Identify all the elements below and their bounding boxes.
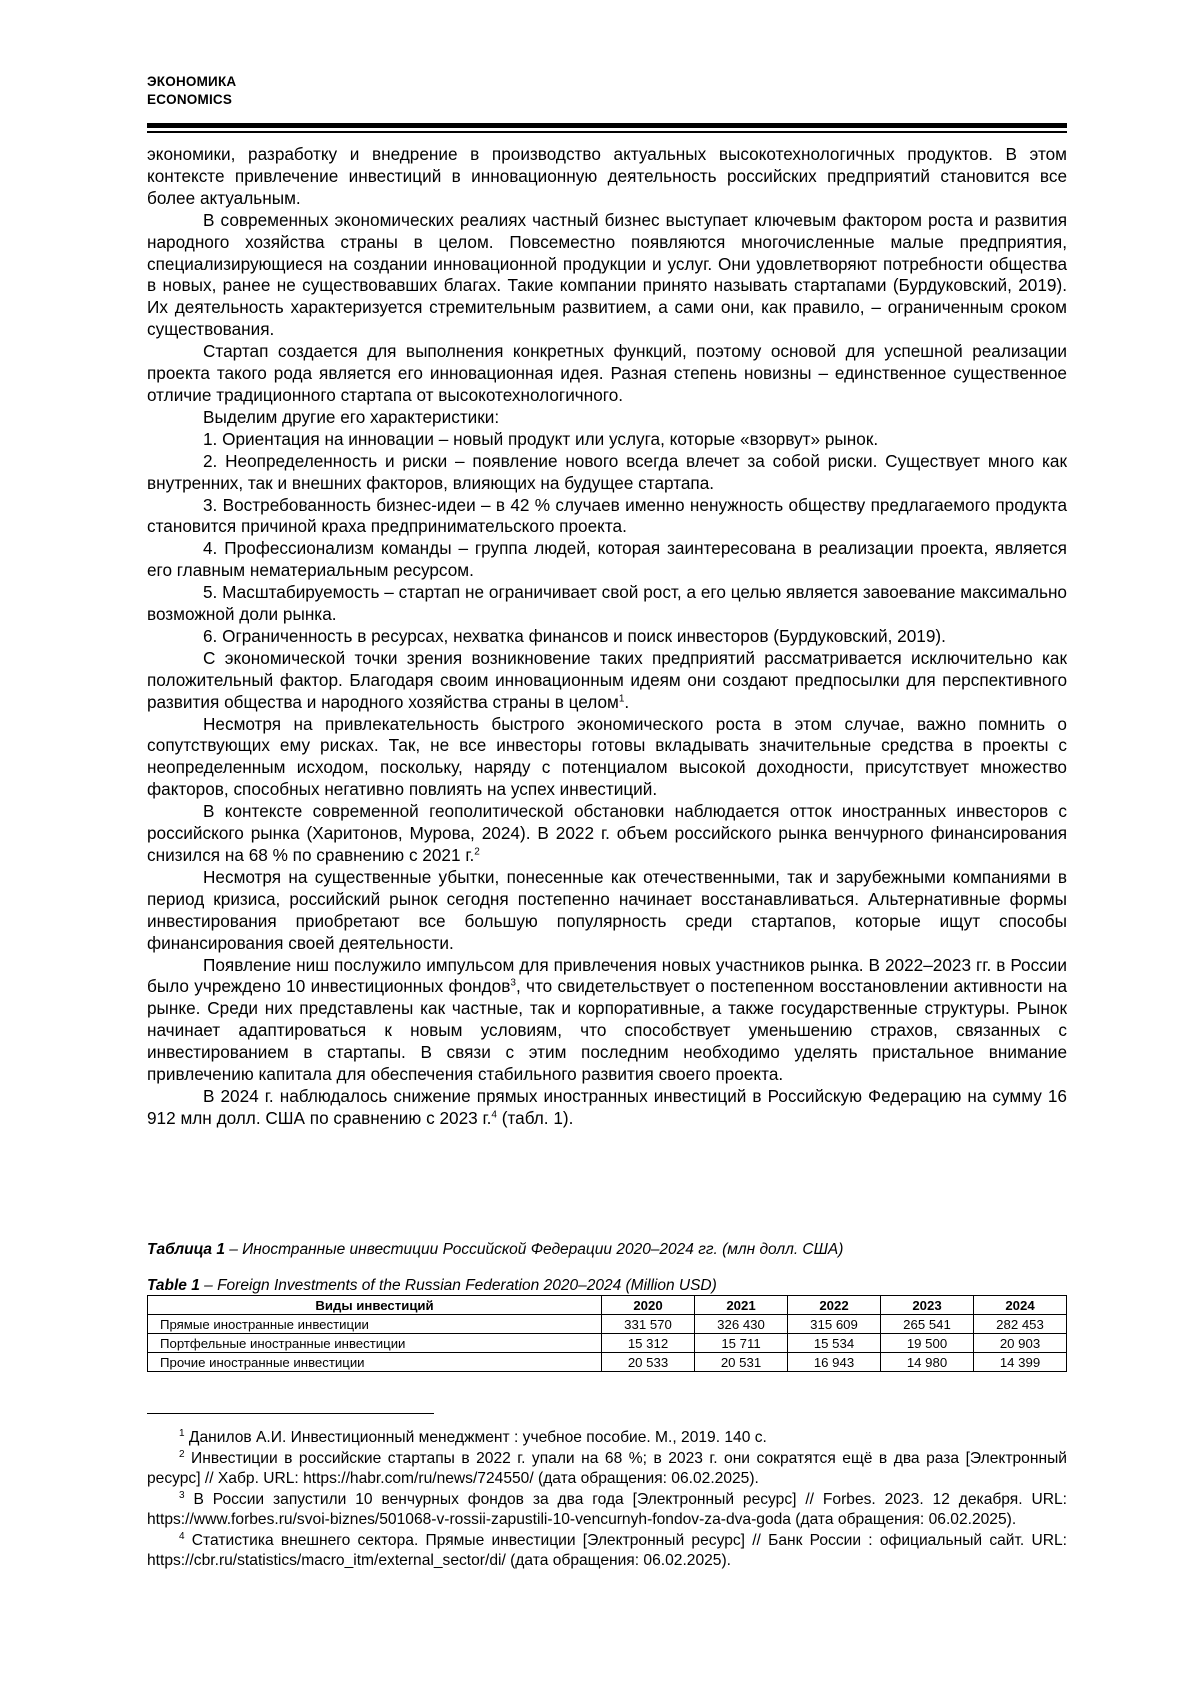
- paragraph: Выделим другие его характеристики:: [203, 406, 500, 427]
- table-cell: 14 399: [974, 1353, 1067, 1372]
- list-item: 1. Ориентация на инновации – новый продукт или услуга, которые «взорвут» рынок.: [203, 428, 879, 449]
- footnote-text: Данилов А.И. Инвестиционный менеджмент : учебное пособие. М., 2019. 140 с.: [184, 1429, 767, 1446]
- table-cell: 15 534: [788, 1334, 881, 1353]
- list-item: 5. Масштабируемость – стартап не ограничивает свой рост, а его целью является завоевание максимально возможной доли рынка.: [147, 582, 1067, 625]
- footnote: [147, 1490, 1067, 1530]
- section-title-ru: ЭКОНОМИКА: [147, 74, 237, 89]
- paragraph: [147, 648, 1067, 714]
- paragraph-text: В 2024 г. наблюдалось снижение прямых иностранных инвестиций в Российскую Федерацию на сумму 16 912 млн долл. США по сравнению с 2023 г.: [147, 1085, 1067, 1128]
- row-label: Прямые иностранные инвестиции: [148, 1315, 602, 1334]
- table-cell: 15 312: [602, 1334, 695, 1353]
- table-cell: 265 541: [881, 1315, 974, 1334]
- list-item: 2. Неопределенность и риски – появление нового всегда влечет за собой риски. Существует много как внутренних, так и внешних факторов, влияющих на будущее стартапа.: [147, 450, 1067, 493]
- paragraph: Стартап создается для выполнения конкретных функций, поэтому основой для успешной реализации проекта такого рода является его инновационная идея. Разная степень новизны – единственное существенное отличие традиционного стартапа от высокотехнологичного.: [147, 341, 1067, 405]
- column-header: 2023: [881, 1296, 974, 1315]
- column-header: 2022: [788, 1296, 881, 1315]
- table-cell: 19 500: [881, 1334, 974, 1353]
- running-head: [147, 73, 236, 109]
- table-cell: 20 533: [602, 1353, 695, 1372]
- paragraph: [147, 801, 1067, 867]
- footnote-text: Статистика внешнего сектора. Прямые инвестиции [Электронный ресурс] // Банк России : официальный сайт. URL: https://cbr.ru/statistics/macro_itm/external_sector/di/ (дата обращения: 06.02.2025).: [147, 1532, 1067, 1569]
- footnote-text: В России запустили 10 венчурных фондов за два года [Электронный ресурс] // Forbes. 2023. 12 декабря. URL: https://www.forbes.ru/svoi-biznes/501068-v-rossii-zapustili-10-vencurnyh-fondov-za-dva-goda (дата обращения: 06.02.2025).: [147, 1491, 1067, 1528]
- column-header: 2021: [695, 1296, 788, 1315]
- investments-table: [147, 1295, 1067, 1372]
- paragraph-text: Появление ниш послужило импульсом для привлечения новых участников рынка. В 2022–2023 гг. в России было учреждено 10 инвестиционных фондов: [147, 954, 1067, 997]
- footnotes: [147, 1428, 1067, 1572]
- footnote: [147, 1428, 1067, 1448]
- table-cell: 282 453: [974, 1315, 1067, 1334]
- table-cell: 16 943: [788, 1353, 881, 1372]
- paragraph: [147, 1086, 1067, 1130]
- table-caption-ru: [147, 1240, 1067, 1260]
- table-row: [148, 1315, 1067, 1334]
- article-body: [147, 144, 1067, 1130]
- footnote-number: 3: [179, 1489, 185, 1501]
- paragraph-text: В контексте современной геополитической обстановки наблюдается отток иностранных инвесторов с российского рынка (Харитонов, Мурова, 2024). В 2022 г. объем российского рынка венчурного финансирования снизился на 68 % по сравнению с 2021 г.: [147, 801, 1067, 865]
- table-caption-en: [147, 1276, 1067, 1296]
- table-cell: 326 430: [695, 1315, 788, 1334]
- footnote-separator: [147, 1413, 434, 1414]
- table-title-ru: – Иностранные инвестиции Российской Федерации 2020–2024 гг. (млн долл. США): [224, 1241, 844, 1258]
- section-title-en: ECONOMICS: [147, 92, 233, 107]
- list-item: 6. Ограниченность в ресурсах, нехватка финансов и поиск инвесторов (Бурдуковский, 2019).: [203, 625, 946, 646]
- table-cell: 15 711: [695, 1334, 788, 1353]
- footnote: [147, 1531, 1067, 1571]
- table-title-en: – Foreign Investments of the Russian Federation 2020–2024 (Million USD): [199, 1277, 717, 1294]
- footnote-ref[interactable]: 4: [491, 1109, 497, 1121]
- paragraph-text: С экономической точки зрения возникновение таких предприятий рассматривается исключительно как положительный фактор. Благодаря своим инновационным идеям они создают предпосылки для перспективного развития общества и народного хозяйства страны в целом: [147, 647, 1067, 712]
- list-item: 3. Востребованность бизнес-идеи – в 42 % случаев именно ненужность обществу предлагаемого продукта становится причиной краха предпринимательского проекта.: [147, 494, 1067, 537]
- footnote-number: 1: [179, 1427, 185, 1439]
- table-cell: 20 531: [695, 1353, 788, 1372]
- footnote-ref[interactable]: 1: [618, 692, 625, 704]
- table-cell: 20 903: [974, 1334, 1067, 1353]
- paragraph: В современных экономических реалиях частный бизнес выступает ключевым фактором роста и развития народного хозяйства страны в целом. Повсеместно появляются многочисленные малые предприятия, специализирующиеся на создании инновационной продукции и услуг. Они удовлетворяют потребности общества в новых, ранее не существовавших благах. Такие компании принято называть стартапами (Бурдуковский, 2019). Их деятельность характеризуется стремительным развитием, а сами они, как правило, – ограниченным сроком существования.: [147, 209, 1067, 340]
- table-cell: 315 609: [788, 1315, 881, 1334]
- paragraph-text: .: [624, 691, 630, 712]
- paragraph-text: , что свидетельствует о постепенном восстановлении активности на рынке. Среди них представлены как частные, так и корпоративные, а также государственные структуры. Рынок начинает адаптироваться к новым условиям, что способствует уменьшению страхов, связанных с инвестированием в стартапы. В связи с этим последним необходимо уделять пристальное внимание привлечению капитала для обеспечения стабильного развития своего проекта.: [147, 976, 1067, 1085]
- footnote-text: Инвестиции в российские стартапы в 2022 г. упали на 68 %; в 2023 г. они сократятся ещё в два раза [Электронный ресурс] // Хабр. URL: https://habr.com/ru/news/724550/ (дата обращения: 06.02.2025).: [147, 1450, 1067, 1487]
- paragraph: Несмотря на привлекательность быстрого экономического роста в этом случае, важно помнить о сопутствующих ему рисках. Так, не все инвесторы готовы вкладывать значительные средства в проекты с неопределенным исходом, поскольку, наряду с потенциалом высокой доходности, присутствует множество факторов, способных негативно повлиять на успех инвестиций.: [147, 713, 1067, 800]
- paragraph: [147, 955, 1067, 1086]
- header-rule-thin: [147, 131, 1067, 133]
- table-cell: 331 570: [602, 1315, 695, 1334]
- table-label-ru: Таблица 1: [147, 1241, 225, 1258]
- row-label: Портфельные иностранные инвестиции: [148, 1334, 602, 1353]
- footnote-ref[interactable]: 3: [510, 977, 516, 989]
- paragraph: Несмотря на существенные убытки, понесенные как отечественными, так и зарубежными компаниями в период кризиса, российский рынок сегодня постепенно начинает восстанавливаться. Альтернативные формы инвестирования приобретают все большую популярность среди стартапов, которые ищут способы финансирования своей деятельности.: [147, 866, 1067, 953]
- row-label: Прочие иностранные инвестиции: [148, 1353, 602, 1372]
- paragraph-text: (табл. 1).: [496, 1107, 574, 1128]
- table-cell: 14 980: [881, 1353, 974, 1372]
- footnote-ref[interactable]: 2: [474, 846, 480, 858]
- header-rule-thick: [147, 123, 1067, 128]
- table-row: [148, 1353, 1067, 1372]
- list-item: 4. Профессионализм команды – группа людей, которая заинтересована в реализации проекта, является его главным нематериальным ресурсом.: [147, 538, 1067, 581]
- table-row: [148, 1334, 1067, 1353]
- footnote: [147, 1449, 1067, 1489]
- paragraph: экономики, разработку и внедрение в производство актуальных высокотехнологичных продуктов. В этом контексте привлечение инвестиций в инновационную деятельность российских предприятий становится все более актуальным.: [147, 144, 1067, 208]
- table-header-row: [148, 1296, 1067, 1315]
- footnote-number: 2: [179, 1448, 185, 1460]
- column-header: 2024: [974, 1296, 1067, 1315]
- column-header: Виды инвестиций: [148, 1296, 602, 1315]
- table-label-en: Table 1: [147, 1277, 200, 1294]
- column-header: 2020: [602, 1296, 695, 1315]
- footnote-number: 4: [179, 1530, 185, 1542]
